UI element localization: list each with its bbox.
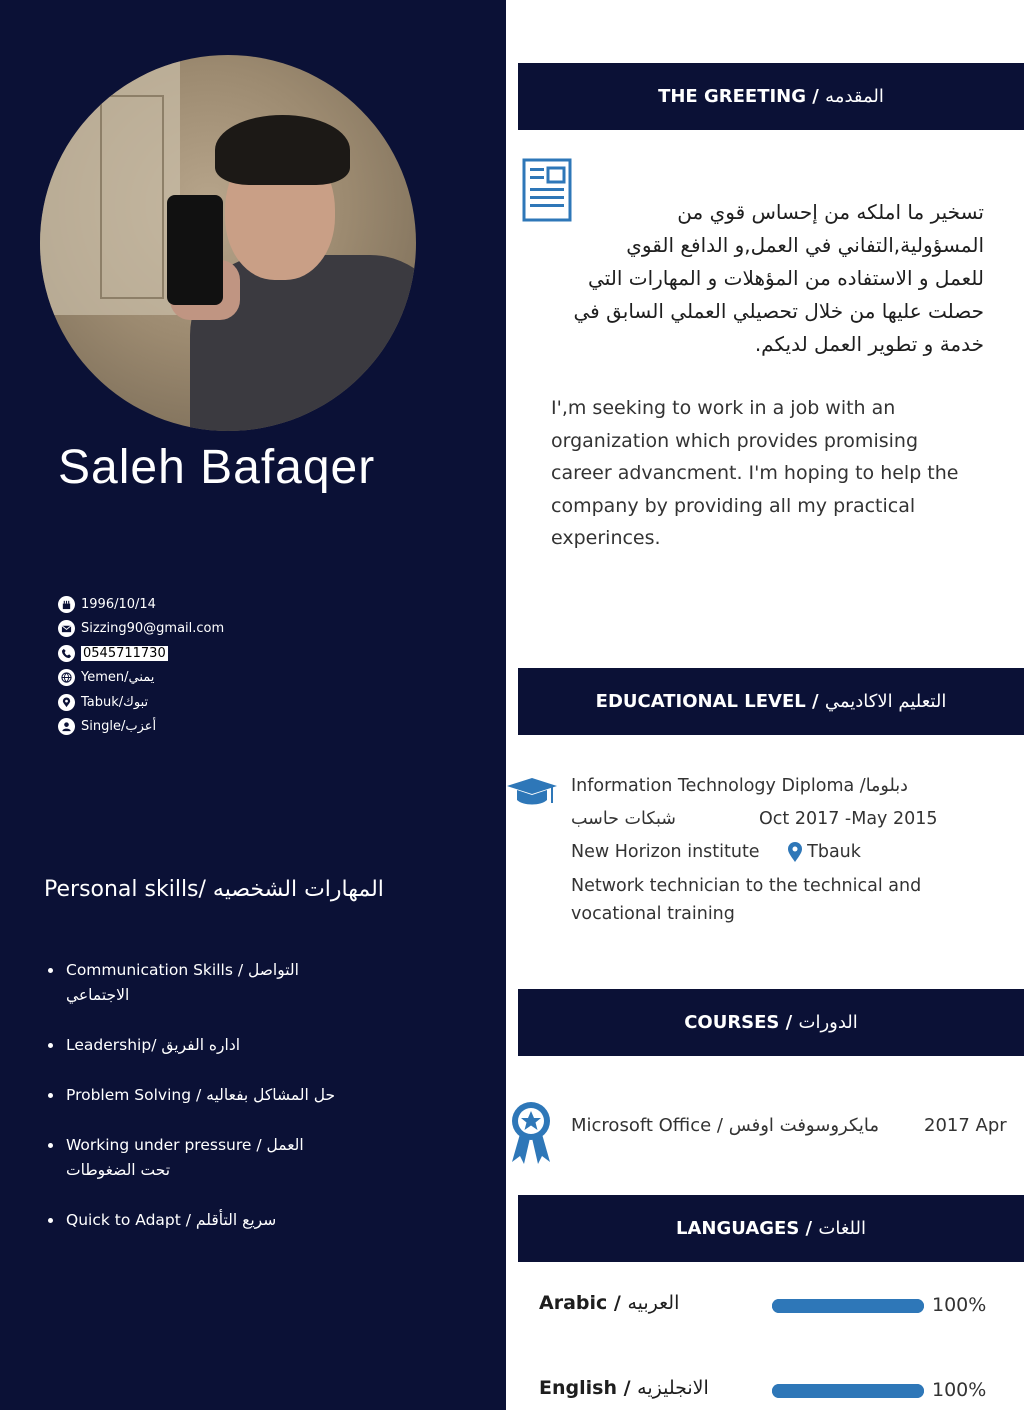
- education-description: Network technician to the technical and vocational training: [571, 876, 922, 924]
- course-date: 2017 Apr: [924, 1115, 1007, 1136]
- profile-photo: [40, 55, 416, 431]
- phone-icon: [58, 645, 75, 662]
- language-level-bar: [772, 1384, 924, 1398]
- greeting-header: THE GREETING / المقدمه: [518, 63, 1024, 130]
- language-percent: 100%: [932, 1294, 987, 1316]
- globe-icon: [58, 669, 75, 686]
- list-item: Communication Skills / التواصل الاجتماعي: [46, 958, 336, 1008]
- language-english: English / الانجليزيه: [539, 1377, 709, 1399]
- education-header: EDUCATIONAL LEVEL / التعليم الاكاديمي: [518, 668, 1024, 735]
- course-name: Microsoft Office / مايكروسوفت اوفس: [571, 1115, 880, 1136]
- courses-header: COURSES / الدورات: [518, 989, 1024, 1056]
- contact-nationality: Yemen/يمني: [58, 666, 224, 691]
- contact-phone[interactable]: 0545711730: [58, 641, 224, 666]
- degree-dates: Oct 2017 -May 2015: [759, 809, 938, 829]
- language-level-fill: [772, 1384, 924, 1398]
- language-level-bar: [772, 1299, 924, 1313]
- degree-title: Information Technology Diploma /دبلوما: [571, 776, 908, 796]
- left-sidebar: [0, 0, 506, 1410]
- language-percent: 100%: [932, 1379, 987, 1401]
- list-item: Problem Solving / حل المشاكل بفعاليه: [46, 1083, 336, 1108]
- contact-list: [58, 592, 224, 739]
- contact-marital-status: Single/أعزب: [58, 715, 224, 740]
- location-pin-icon: [58, 694, 75, 711]
- languages-header: LANGUAGES / اللغات: [518, 1195, 1024, 1262]
- mail-icon: [58, 620, 75, 637]
- greeting-english-text: I',m seeking to work in a job with an organization which provides promising career advancment. I'm hoping to help the company by providing all my practical experinces.: [551, 397, 959, 549]
- contact-birthdate: 1996/10/14: [58, 592, 224, 617]
- award-ribbon-icon: [508, 1100, 554, 1166]
- list-item: Quick to Adapt / سريع التأقلم: [46, 1208, 336, 1233]
- education-entry: [571, 772, 991, 928]
- language-arabic: Arabic / العربيه: [539, 1292, 680, 1314]
- greeting-arabic-text: تسخير ما املكه من إحساس قوي من المسؤولية,التفاني في العمل,و الدافع القوي للعمل و الاستفاده من المؤهلات و المهارات التي حصلت عليها من خلال تحصيلي العملي السابق في خدمة و تطوير العمل لديكم.: [573, 200, 984, 356]
- graduation-cap-icon: [505, 776, 559, 810]
- language-level-fill: [772, 1299, 924, 1313]
- contact-email[interactable]: Sizzing90@gmail.com: [58, 617, 224, 642]
- list-item: Leadership/ اداره الفريق: [46, 1033, 336, 1058]
- skills-list: [46, 958, 336, 1258]
- cake-icon: [58, 596, 75, 613]
- institute-row: New Horizon institute Tbauk: [571, 842, 861, 862]
- list-item: Working under pressure / العمل تحت الضغوطات: [46, 1133, 336, 1183]
- user-icon: [58, 718, 75, 735]
- document-icon: [522, 158, 572, 222]
- contact-location: Tabuk/تبوك: [58, 690, 224, 715]
- person-name: Saleh Bafaqer: [58, 441, 376, 494]
- degree-details: شبكات حاسب Oct 2017 -May 2015: [571, 805, 991, 838]
- skills-heading: Personal skills/ المهارات الشخصيه: [44, 877, 384, 902]
- location-pin-icon: [787, 842, 803, 862]
